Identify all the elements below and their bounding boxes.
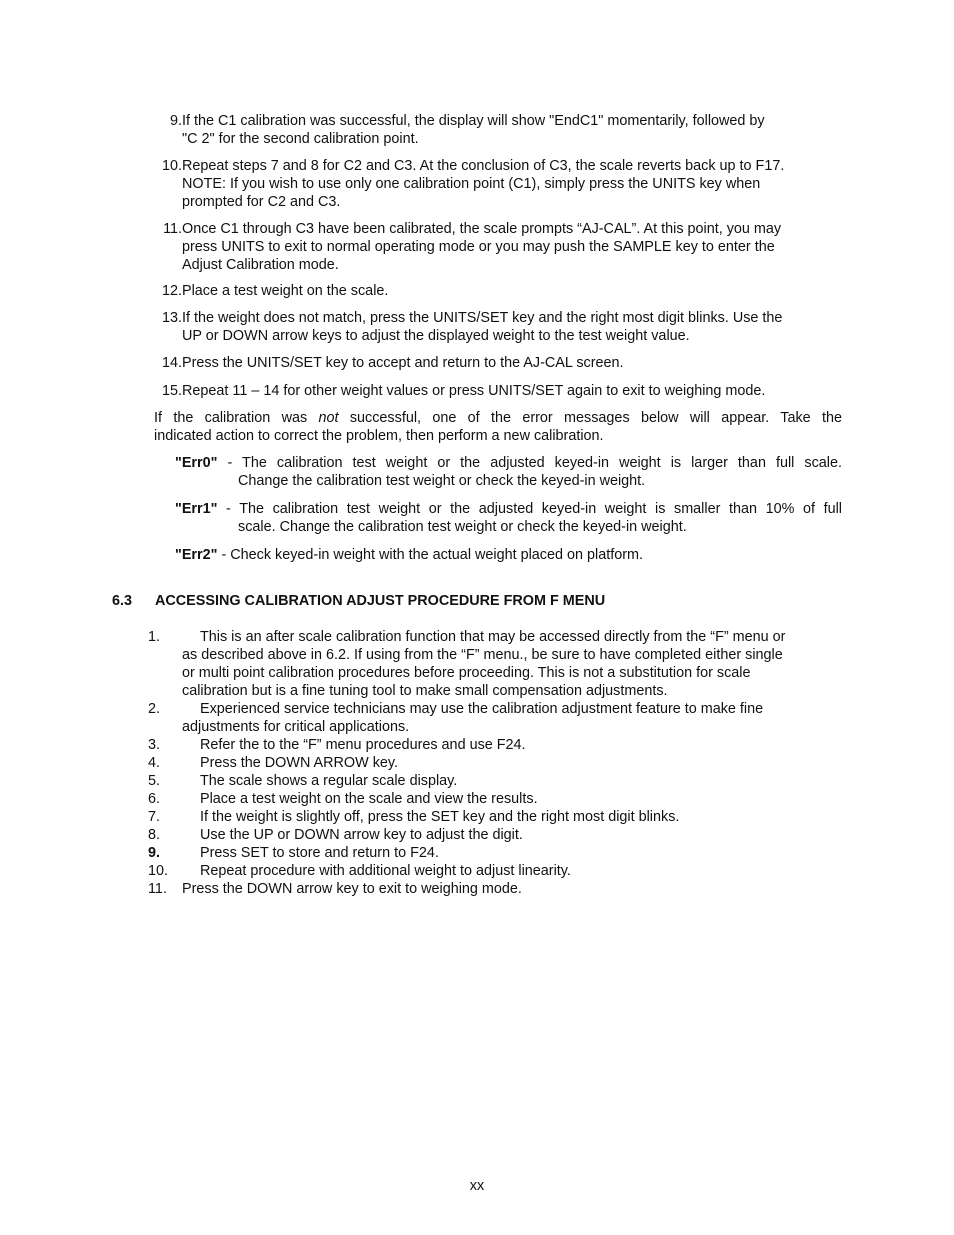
step-number: 9. <box>169 113 182 129</box>
note-text: If the calibration was <box>154 410 319 426</box>
step-text: Repeat procedure with additional weight to adjust linearity. <box>200 863 571 879</box>
step-number: 11. <box>163 221 182 237</box>
error-text: - The calibration test weight or the adjusted keyed-in weight is larger than full scale. <box>217 455 842 471</box>
step-number: 10. <box>148 863 169 879</box>
step-text: or multi point calibration procedures before proceeding. This is not a substitution for scale <box>182 665 751 681</box>
step-number: 1. <box>148 629 161 645</box>
step-text: If the weight does not match, press the UNITS/SET key and the right most digit blinks. Use the <box>182 310 783 326</box>
error-err1 <box>175 500 842 536</box>
step-text: as described above in 6.2. If using from the “F” menu., be sure to have completed either single <box>182 647 783 663</box>
step-text: If the C1 calibration was successful, the display will show "EndC1" momentarily, followed by <box>182 113 765 129</box>
page-number: xx <box>469 1178 485 1194</box>
error-text: scale. Change the calibration test weight or check the keyed-in weight. <box>238 519 687 535</box>
step-text: If the weight is slightly off, press the SET key and the right most digit blinks. <box>200 809 680 825</box>
step-text: adjustments for critical applications. <box>182 719 410 735</box>
step-number: 8. <box>148 827 161 843</box>
step-number: 12. <box>161 283 182 299</box>
step-text: Use the UP or DOWN arrow key to adjust the digit. <box>200 827 523 843</box>
step-number: 4. <box>148 755 161 771</box>
error-code: "Err1" <box>175 501 218 517</box>
note-text: indicated action to correct the problem, then perform a new calibration. <box>154 428 604 444</box>
step-text: Press the DOWN ARROW key. <box>200 755 399 771</box>
error-err0 <box>175 454 842 490</box>
step-number: 14. <box>161 355 182 371</box>
section-title: ACCESSING CALIBRATION ADJUST PROCEDURE FROM F MENU <box>155 593 606 609</box>
error-text: - Check keyed-in weight with the actual weight placed on platform. <box>217 547 643 563</box>
step-text: Press SET to store and return to F24. <box>200 845 439 861</box>
step-text: prompted for C2 and C3. <box>182 194 341 210</box>
step-text: Repeat 11 – 14 for other weight values or press UNITS/SET again to exit to weighing mode. <box>182 383 766 399</box>
step-number: 10. <box>161 158 182 174</box>
step-text: The scale shows a regular scale display. <box>200 773 458 789</box>
step-number: 9. <box>148 845 161 861</box>
calibration-failure-note <box>154 409 842 445</box>
error-text: Change the calibration test weight or check the keyed-in weight. <box>238 473 646 489</box>
error-text: - The calibration test weight or the adjusted keyed-in weight is smaller than 10% of full <box>217 501 842 517</box>
error-code: "Err2" <box>175 547 218 563</box>
step-text: calibration but is a fine tuning tool to make small compensation adjustments. <box>182 683 668 699</box>
step-text: Refer the to the “F” menu procedures and use F24. <box>200 737 526 753</box>
step-text: press UNITS to exit to normal operating mode or you may push the SAMPLE key to enter the <box>182 239 775 255</box>
step-number: 6. <box>148 791 161 807</box>
step-text: Press the DOWN arrow key to exit to weighing mode. <box>182 881 522 897</box>
section-number: 6.3 <box>112 593 133 609</box>
step-number: 13. <box>161 310 182 326</box>
step-text: Experienced service technicians may use the calibration adjustment feature to make fine <box>200 701 764 717</box>
step-number: 2. <box>148 701 161 717</box>
note-emphasis: not <box>318 410 339 426</box>
step-number: 5. <box>148 773 161 789</box>
step-number: 11. <box>148 881 167 897</box>
step-text: Place a test weight on the scale. <box>182 283 389 299</box>
step-text: Place a test weight on the scale and view the results. <box>200 791 538 807</box>
step-text: NOTE: If you wish to use only one calibration point (C1), simply press the UNITS key when <box>182 176 761 192</box>
note-text: successful, one of the error messages below will appear. Take the <box>338 410 842 426</box>
step-number: 7. <box>148 809 161 825</box>
step-text: "C 2" for the second calibration point. <box>182 131 419 147</box>
error-code: "Err0" <box>175 455 218 471</box>
step-text: This is an after scale calibration function that may be accessed directly from the “F” menu or <box>200 629 786 645</box>
step-text: Adjust Calibration mode. <box>182 257 339 273</box>
step-number: 3. <box>148 737 161 753</box>
step-text: UP or DOWN arrow keys to adjust the displayed weight to the test weight value. <box>182 328 690 344</box>
step-number: 15. <box>161 383 182 399</box>
step-text: Press the UNITS/SET key to accept and return to the AJ-CAL screen. <box>182 355 624 371</box>
error-err2 <box>175 546 842 564</box>
step-text: Repeat steps 7 and 8 for C2 and C3. At the conclusion of C3, the scale reverts back up to F17. <box>182 158 785 174</box>
step-text: Once C1 through C3 have been calibrated, the scale prompts “AJ-CAL”. At this point, you may <box>182 221 782 237</box>
